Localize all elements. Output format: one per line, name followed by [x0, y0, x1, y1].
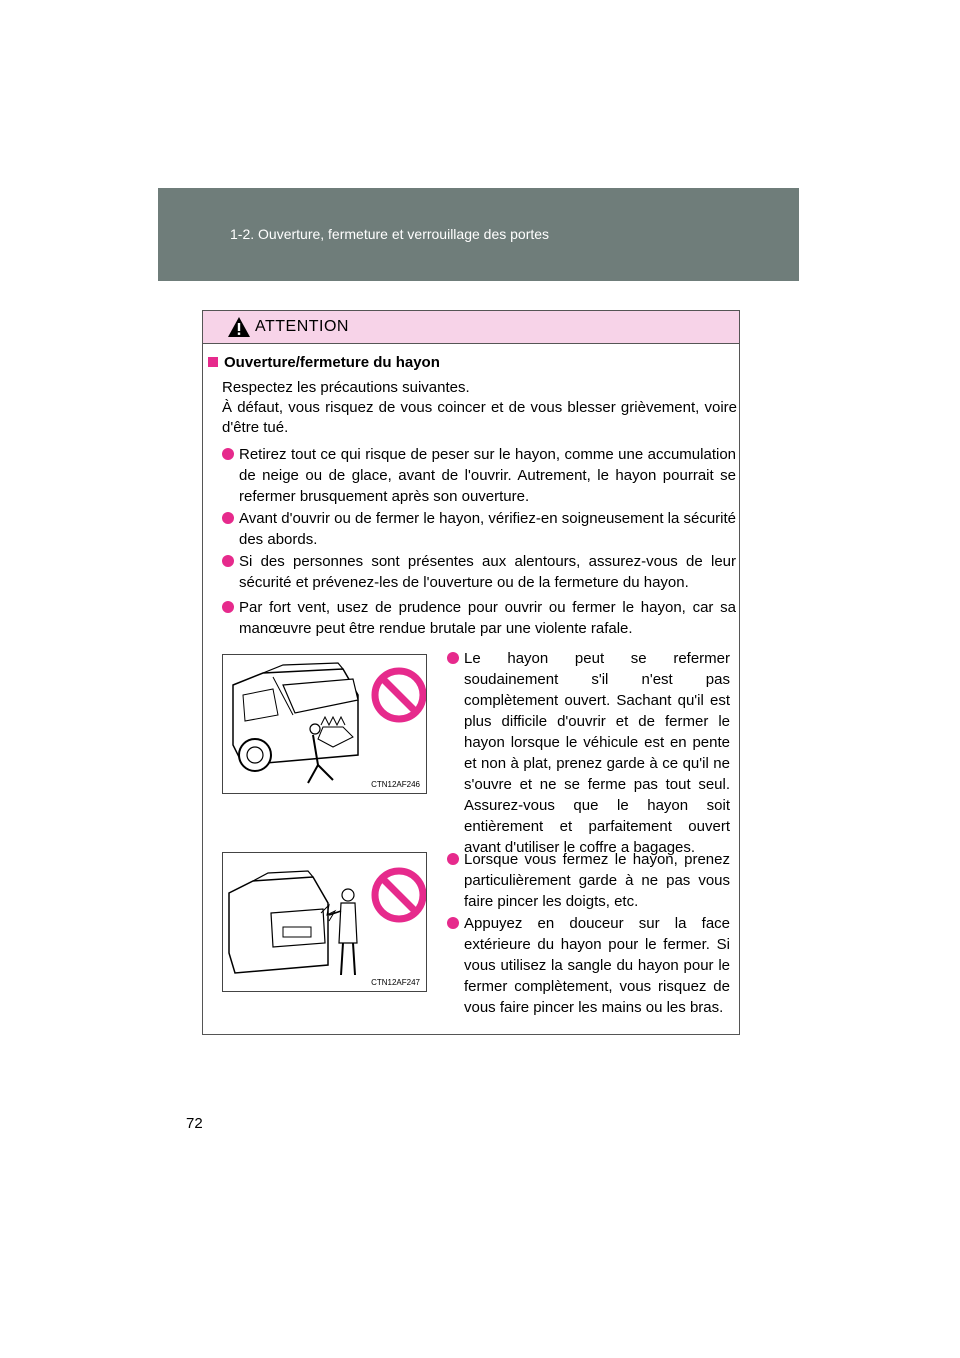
square-bullet-icon — [208, 357, 218, 367]
bullet-dot-icon — [222, 601, 234, 613]
bullet-dot-icon — [222, 512, 234, 524]
vehicle-person-image — [223, 853, 426, 991]
bullet-item: Par fort vent, usez de prudence pour ouvrir ou fermer le hayon, car sa manœuvre peut être rendue brutale par une violente rafale. — [222, 597, 736, 639]
intro-paragraph: Respectez les précautions suivantes. À défaut, vous risquez de vous coincer et de vous blesser grièvement, voire d'être tué. — [222, 379, 737, 436]
warning-header — [203, 311, 739, 344]
bullet-item: Si des personnes sont présentes aux alentours, assurez-vous de leur sécurité et prévenez-les de l'ouverture ou de la fermeture du hayon. — [222, 551, 736, 593]
bullet-dot-icon — [447, 652, 459, 664]
side-bullet-item: Le hayon peut se refermer soudainement s'il n'est pas complètement ouvert. Sachant qu'il est plus difficile d'ouvrir et de fermer le hayon lorsque le véhicule est en pente et non à plat, prenez garde à ce qu'il ne s'ouvre et ne se ferme pas tout seul. Assurez-vous que le hayon soit entièrement et parfaitement ouvert avant d'utiliser le coffre a bagages. — [447, 648, 730, 858]
side-bullet-item: Appuyez en douceur sur la face extérieure du hayon pour le fermer. Si vous utilisez la sangle du hayon pour le fermer complètement, vous risquez de vous faire pincer les mains ou les bras. — [447, 913, 730, 1018]
side-bullet-item: Lorsque vous fermez le hayon, prenez particulièrement garde à ne pas vous faire pincer les doigts, etc. — [447, 849, 730, 912]
warning-label: ATTENTION — [255, 318, 349, 335]
tailgate-falling-illustration — [222, 654, 427, 794]
bullet-dot-icon — [447, 853, 459, 865]
section-title: Ouverture/fermeture du hayon — [208, 354, 440, 371]
tailgate-pinch-illustration — [222, 852, 427, 992]
vehicle-tailgate-image — [223, 655, 426, 793]
warning-icon — [227, 316, 251, 338]
figure-code: CTN12AF246 — [371, 780, 420, 789]
section-header-title: 1-2. Ouverture, fermeture et verrouillage des portes — [230, 226, 550, 242]
bullet-dot-icon — [222, 555, 234, 567]
figure-code: CTN12AF247 — [371, 978, 420, 987]
bullet-item: Avant d'ouvrir ou de fermer le hayon, vérifiez-en soigneusement la sécurité des abords. — [222, 508, 736, 550]
page-number: 72 — [186, 1115, 203, 1132]
bullet-dot-icon — [222, 448, 234, 460]
bullet-item: Retirez tout ce qui risque de peser sur le hayon, comme une accumulation de neige ou de glace, avant de l'ouvrir. Autrement, le hayon pourrait se refermer brusquement après son ouverture. — [222, 444, 736, 507]
bullet-dot-icon — [447, 917, 459, 929]
